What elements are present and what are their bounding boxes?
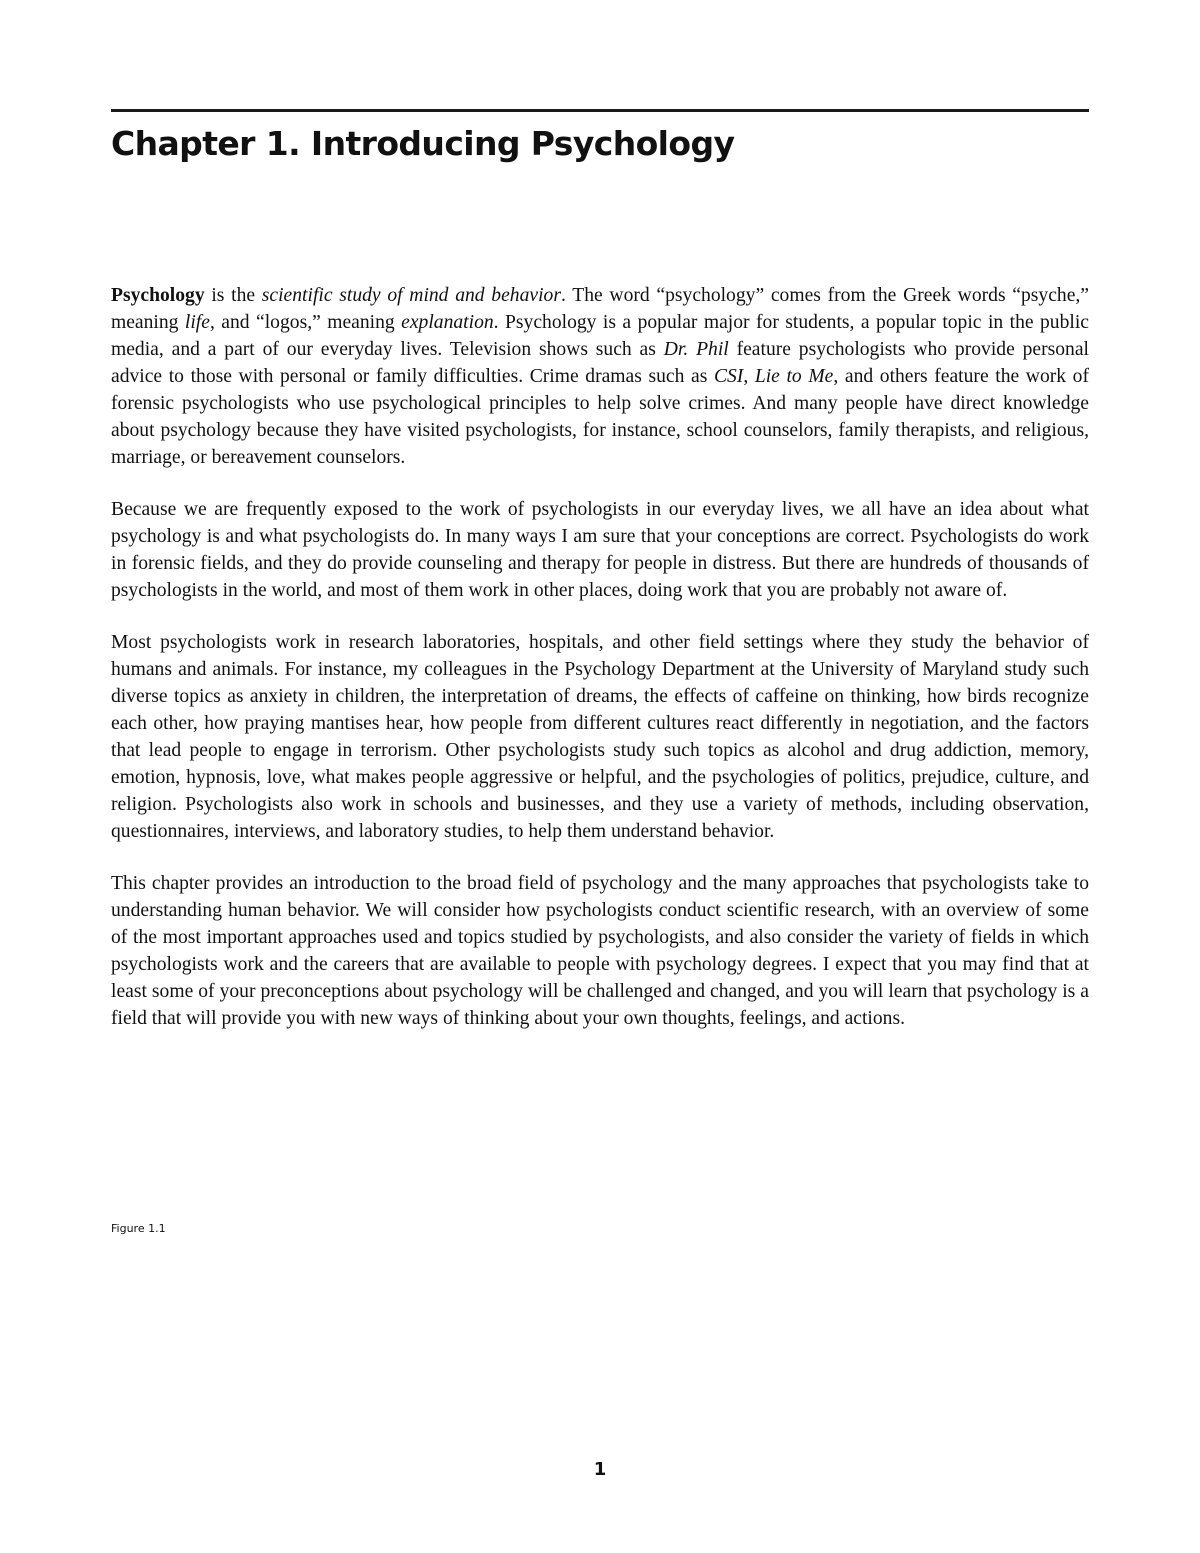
- term-psychology: Psychology: [111, 285, 205, 306]
- text-span: , and others feature the work of forensic psychologists who use psychological principles to help solve crimes. And many people have direct knowledge about psychology because they have visited psychologists, for instance, school counselors, family therapists, and religious, marriage, or bereavement counselors.: [111, 366, 1089, 468]
- show-dr-phil: Dr. Phil: [663, 339, 729, 360]
- body-text: [111, 282, 1089, 1057]
- figure-caption: Figure 1.1: [111, 1222, 166, 1235]
- text-span: , and “logos,” meaning: [209, 312, 402, 333]
- page-number: 1: [593, 1459, 607, 1480]
- word-explanation: explanation: [401, 312, 494, 333]
- paragraph-everyday: Because we are frequently exposed to the work of psychologists in our everyday lives, we all have an idea about what psychology is and what psychologists do. In many ways I am sure that your conceptions are correct. Psychologists do work in forensic fields, and they do provide counseling and therapy for people in distress. But there are hundreds of thousands of psychologists in the world, and most of them work in other places, doing work that you are probably not aware of.: [111, 499, 1089, 601]
- text-span: ,: [743, 366, 755, 387]
- paragraph-research: Most psychologists work in research laboratories, hospitals, and other field settings where they study the behavior of humans and animals. For instance, my colleagues in the Psychology Department at the University of Maryland study such diverse topics as anxiety in children, the interpretation of dreams, the effects of caffeine on thinking, how birds recognize each other, how praying mantises hear, how people from different cultures react differently in negotiation, and the factors that lead people to engage in terrorism. Other psychologists study such topics as alcohol and drug addiction, memory, emotion, hypnosis, love, what makes people aggressive or helpful, and the psychologies of politics, prejudice, culture, and religion. Psychologists also work in schools and businesses, and they use a variety of methods, including observation, questionnaires, interviews, and laboratory studies, to help them understand behavior.: [111, 632, 1089, 842]
- text-span: . Psychology is a popular major for students, a popular topic in the public media, and a part of our everyday lives. Television shows such as: [111, 312, 1089, 360]
- word-life: life: [184, 312, 210, 333]
- show-csi: CSI: [713, 366, 744, 387]
- paragraph-intro: [111, 282, 1089, 471]
- paragraph-chapter-overview: This chapter provides an introduction to the broad field of psychology and the many approaches that psychologists take to understanding human behavior. We will consider how psychologists conduct scientific research, with an overview of some of the most important approaches used and topics studied by psychologists, and also consider the variety of fields in which psychologists work and the careers that are available to people with psychology degrees. I expect that you may find that at least some of your preconceptions about psychology will be challenged and changed, and you will learn that psychology is a field that will provide you with new ways of thinking about your own thoughts, feelings, and actions.: [111, 873, 1089, 1029]
- definition-emphasis: scientific study of mind and behavior: [261, 285, 561, 306]
- chapter-title: Chapter 1. Introducing Psychology: [111, 124, 735, 163]
- text-span: feature psychologists who provide personal advice to those with personal or family difficulties. Crime dramas such as: [111, 339, 1089, 387]
- text-span: is the: [204, 285, 262, 306]
- text-span: . The word “psychology” comes from the Greek words “psyche,” meaning: [111, 285, 1090, 333]
- show-lie-to-me: Lie to Me: [754, 366, 834, 387]
- title-rule: [111, 109, 1089, 112]
